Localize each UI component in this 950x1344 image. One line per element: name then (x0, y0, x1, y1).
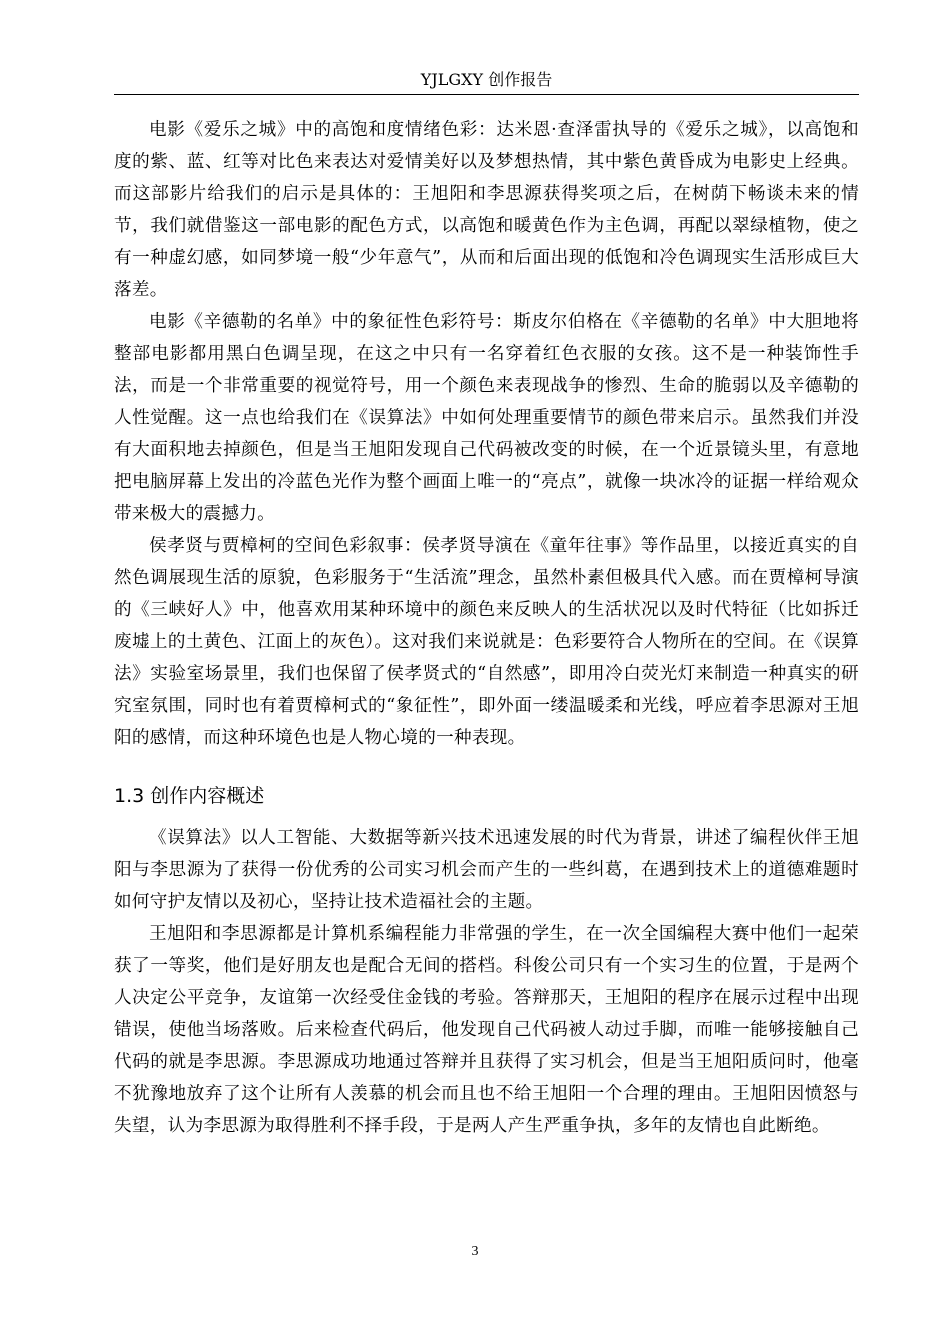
header-title: YJLGXY 创作报告 (420, 70, 553, 89)
page-header (114, 66, 859, 95)
paragraph-story-summary: 王旭阳和李思源都是计算机系编程能力非常强的学生，在一次全国编程大赛中他们一起荣获了一等奖，他们是好朋友也是配合无间的搭档。科俊公司只有一个实习生的位置，于是两个人决定公平竞争，友谊第一次经受住金钱的考验。答辩那天，王旭阳的程序在展示过程中出现错误，使他当场落败。后来检查代码后，他发现自己代码被人动过手脚，而唯一能够接触自己代码的就是李思源。李思源成功地通过答辩并且获得了实习机会，但是当王旭阳质问时，他毫不犹豫地放弃了这个让所有人羡慕的机会而且也不给王旭阳一个合理的理由。王旭阳因愤怒与失望，认为李思源为取得胜利不择手段，于是两人产生严重争执，多年的友情也自此断绝。 (114, 924, 859, 1136)
paragraph-hou-jia-space-color: 侯孝贤与贾樟柯的空间色彩叙事：侯孝贤导演在《童年往事》等作品里，以接近真实的自然色调展现生活的原貌，色彩服务于“生活流”理念，虽然朴素但极具代入感。而在贾樟柯导演的《三峡好人》中，他喜欢用某种环境中的颜色来反映人的生活状况以及时代特征（比如拆迁废墟上的土黄色、江面上的灰色）。这对我们来说就是：色彩要符合人物所在的空间。在《误算法》实验室场景里，我们也保留了侯孝贤式的“自然感”，即用冷白荧光灯来制造一种真实的研究室氛围，同时也有着贾樟柯式的“象征性”，即外面一缕温暖柔和光线，呼应着李思源对王旭阳的感情，而这种环境色也是人物心境的一种表现。 (114, 536, 859, 748)
paragraph-content-overview: 《误算法》以人工智能、大数据等新兴技术迅速发展的时代为背景，讲述了编程伙伴王旭阳与李思源为了获得一份优秀的公司实习机会而产生的一些纠葛，在遇到技术上的道德难题时如何守护友情以及初心，坚持让技术造福社会的主题。 (114, 828, 859, 912)
paragraph-schindlers-list-color: 电影《辛德勒的名单》中的象征性色彩符号：斯皮尔伯格在《辛德勒的名单》中大胆地将整部电影都用黑白色调呈现，在这之中只有一名穿着红色衣服的女孩。这不是一种装饰性手法，而是一个非常重要的视觉符号，用一个颜色来表现战争的惨烈、生命的脆弱以及辛德勒的人性觉醒。这一点也给我们在《误算法》中如何处理重要情节的颜色带来启示。虽然我们并没有大面积地去掉颜色，但是当王旭阳发现自己代码被改变的时候，在一个近景镜头里，有意地把电脑屏幕上发出的冷蓝色光作为整个画面上唯一的“亮点”，就像一块冰冷的证据一样给观众带来极大的震撼力。 (114, 312, 859, 524)
document-body (114, 114, 859, 1142)
section-heading: 1.3 创作内容概述 (114, 785, 265, 807)
paragraph-la-la-land-color: 电影《爱乐之城》中的高饱和度情绪色彩：达米恩·查泽雷执导的《爱乐之城》，以高饱和度的紫、蓝、红等对比色来表达对爱情美好以及梦想热情，其中紫色黄昏成为电影史上经典。而这部影片给我们的启示是具体的：王旭阳和李思源获得奖项之后，在树荫下畅谈未来的情节，我们就借鉴这一部电影的配色方式，以高饱和暖黄色作为主色调，再配以翠绿植物，使之有一种虚幻感，如同梦境一般“少年意气”，从而和后面出现的低饱和冷色调现实生活形成巨大落差。 (114, 120, 859, 300)
page-number: 3 (471, 1244, 479, 1259)
